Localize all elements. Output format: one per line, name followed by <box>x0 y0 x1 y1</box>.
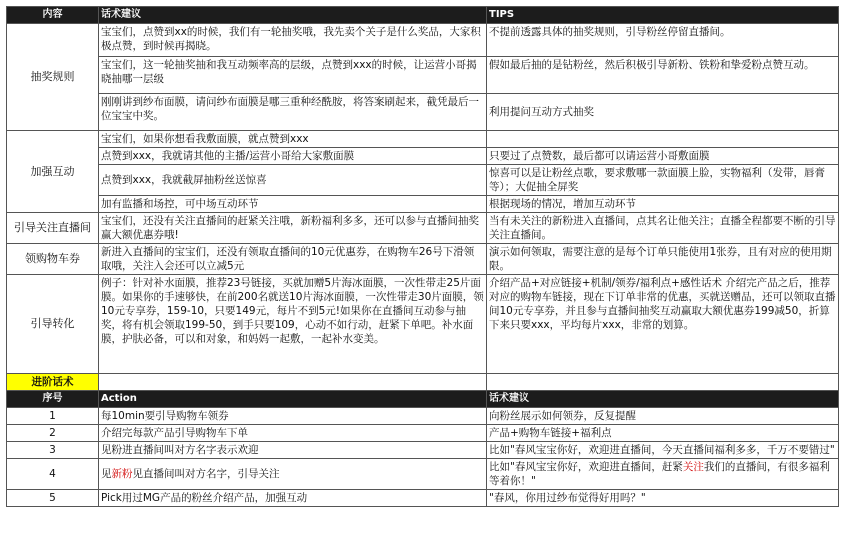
header-action: Action <box>99 391 487 408</box>
action-cell: Pick用过MG产品的粉丝介绍产品，加强互动 <box>99 490 487 507</box>
script-cell: 新进入直播间的宝宝们，还没有领取直播间的10元优惠券，在购物车26号下滑领取哦，关注入会还可以立减5元 <box>99 244 487 275</box>
tip-cell: 不提前透露具体的抽奖规则，引导粉丝停留直播间。 <box>487 24 839 57</box>
script-cell: 宝宝们，如果你想看我敷面膜，就点赞到xxx <box>99 131 487 148</box>
table-row <box>7 408 839 425</box>
header-advice: 话术建议 <box>487 391 839 408</box>
table-row <box>7 490 839 507</box>
category-cell: 抽奖规则 <box>7 24 99 131</box>
highlight-text: 新粉 <box>111 468 133 480</box>
header-tips: TIPS <box>487 7 839 24</box>
table-row <box>7 425 839 442</box>
advice-cell <box>487 459 839 490</box>
advice-text: 比如"春风宝宝你好，欢迎进直播间，赶紧 <box>489 461 683 473</box>
row-number: 3 <box>7 442 99 459</box>
advanced-header <box>7 391 839 408</box>
script-cell: 例子：针对补水面膜，推荐23号链接，买就加赠5片海冰面膜，一次性带走25片面膜。如果你的手速够快，在前200名就送10片海冰面膜，一次性带走30片面膜，领10元专享券，159-10，只要149元，每片不到5元!如果你在直播间互动参与抽奖，将有机会领取199-50，到手只要109，心动不如行动，赶紧下单吧。补水面膜，护肤必备，可以和对象，和妈妈一起敷，一起补水变美。 <box>99 275 487 374</box>
script-cell: 刚刚讲到纱布面膜，请问纱布面膜是哪三重种经酰胺，将答案刷起来，截凭最后一位宝宝中奖。 <box>99 94 487 131</box>
script-cell: 宝宝们，还没有关注直播间的赶紧关注哦，新粉福利多多，还可以参与直播间抽奖赢大额优惠券哦! <box>99 213 487 244</box>
table-row <box>7 57 839 94</box>
row-number: 5 <box>7 490 99 507</box>
advice-cell: 产品+购物车链接+福利点 <box>487 425 839 442</box>
script-cell: 宝宝们，这一轮抽奖抽和我互动频率高的层级，点赞到xxx的时候，让运营小哥揭晓抽哪一层级 <box>99 57 487 94</box>
advice-text: 我们的直播间，有很多福利等着你！" <box>489 461 830 487</box>
table-row <box>7 165 839 196</box>
header-no: 序号 <box>7 391 99 408</box>
advice-cell: 向粉丝展示如何领券，反复提醒 <box>487 408 839 425</box>
row-number: 1 <box>7 408 99 425</box>
header-content: 内容 <box>7 7 99 24</box>
tip-cell <box>487 131 839 148</box>
script-cell: 加有监播和场控，可中场互动环节 <box>99 196 487 213</box>
table-row <box>7 459 839 490</box>
tip-cell: 当有未关注的新粉进入直播间，点其名让他关注；直播全程都要不断的引导关注直播间。 <box>487 213 839 244</box>
script-cell: 点赞到xxx，我就请其他的主播/运营小哥给大家敷面膜 <box>99 148 487 165</box>
table-row <box>7 213 839 244</box>
action-cell: 见粉进直播间叫对方名字表示欢迎 <box>99 442 487 459</box>
advanced-title: 进阶话术 <box>7 374 99 391</box>
category-cell: 加强互动 <box>7 131 99 213</box>
table-header <box>7 7 839 24</box>
tip-cell: 介绍产品+对应链接+机制/领券/福利点+感性话术 介绍完产品之后，推荐对应的购物车链接，现在下订单非常的优惠，买就送赠品，还可以领取直播间10元专享券，并且参与直播间抽奖互动赢取大额优惠券199减50，折算下来只要xxx，平均每片xxx，非常的划算。 <box>487 275 839 374</box>
action-cell: 介绍完每款产品引导购物车下单 <box>99 425 487 442</box>
tip-cell: 利用提问互动方式抽奖 <box>487 94 839 131</box>
category-cell: 领购物车券 <box>7 244 99 275</box>
action-cell: 每10min要引导购物车领券 <box>99 408 487 425</box>
tip-cell: 根据现场的情况，增加互动环节 <box>487 196 839 213</box>
table-row <box>7 148 839 165</box>
category-cell: 引导关注直播间 <box>7 213 99 244</box>
row-number: 4 <box>7 459 99 490</box>
table-row <box>7 131 839 148</box>
table-row <box>7 94 839 131</box>
action-cell <box>99 459 487 490</box>
table-row <box>7 442 839 459</box>
advice-cell: "春风，你用过纱布觉得好用吗？" <box>487 490 839 507</box>
highlight-text: 关注 <box>682 461 704 473</box>
table-row <box>7 196 839 213</box>
action-text: 见直播间叫对方名字，引导关注 <box>132 468 280 480</box>
script-cell: 宝宝们，点赞到xx的时候，我们有一轮抽奖哦，我先卖个关子是什么奖品，大家积极点赞，到时候再揭晓。 <box>99 24 487 57</box>
tip-cell: 假如最后抽的是钻粉丝，然后积极引导新粉、铁粉和挚爱粉点赞互动。 <box>487 57 839 94</box>
table-row <box>7 244 839 275</box>
script-table <box>6 6 839 507</box>
table-row <box>7 24 839 57</box>
category-cell: 引导转化 <box>7 275 99 374</box>
script-cell: 点赞到xxx，我就截屏抽粉丝送惊喜 <box>99 165 487 196</box>
row-number: 2 <box>7 425 99 442</box>
tip-cell: 只要过了点赞数，最后都可以请运营小哥敷面膜 <box>487 148 839 165</box>
advice-cell: 比如"春风宝宝你好，欢迎进直播间，今天直播间福利多多，千万不要错过" <box>487 442 839 459</box>
tip-cell: 惊喜可以是让粉丝点歌，要求敷哪一款面膜上脸，实物福利（发带，唇膏等）；大促抽全屏奖 <box>487 165 839 196</box>
header-script: 话术建议 <box>99 7 487 24</box>
tip-cell: 演示如何领取，需要注意的是每个订单只能使用1张券，且有对应的使用期限。 <box>487 244 839 275</box>
action-text: 见 <box>101 468 112 480</box>
table-row <box>7 275 839 374</box>
advanced-title-row <box>7 374 839 391</box>
